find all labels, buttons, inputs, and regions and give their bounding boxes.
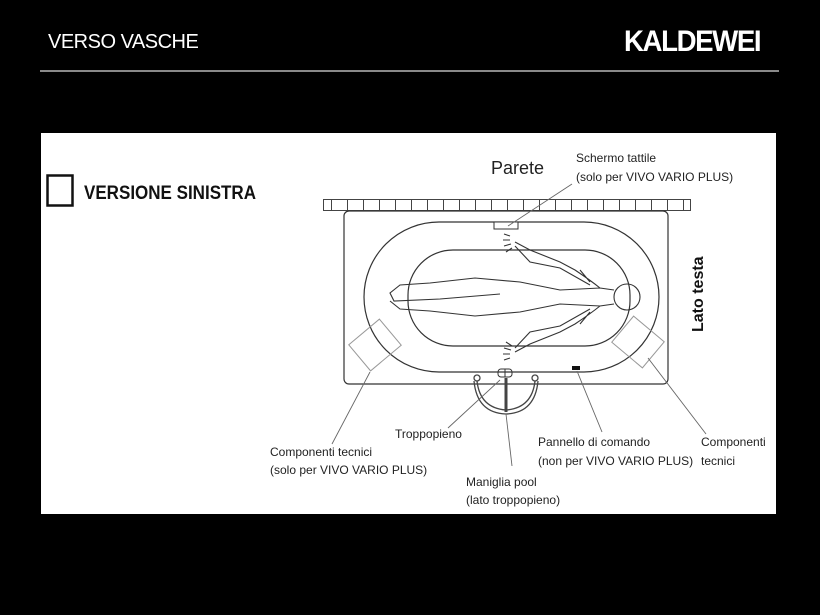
control-panel — [572, 366, 580, 370]
tech-left-label: Componenti tecnici — [270, 445, 373, 459]
touch-screen-label: Schermo tattile — [576, 151, 657, 165]
handle-label: Maniglia pool — [466, 475, 537, 489]
handle-note: (lato troppopieno) — [466, 493, 561, 507]
technical-component-right — [612, 316, 664, 368]
leader-lines — [332, 184, 706, 466]
pool-handle — [474, 375, 538, 414]
touch-screen — [494, 222, 518, 229]
overflow-label: Troppopieno — [395, 427, 462, 441]
checkbox-icon — [48, 176, 73, 206]
version-heading: VERSIONE SINISTRA — [84, 183, 257, 204]
control-panel-note: (non per VIVO VARIO PLUS) — [538, 454, 694, 468]
technical-component-left — [349, 319, 401, 371]
wall-tiles — [324, 200, 691, 211]
kaldewei-logo: KALDEWEI — [624, 25, 761, 58]
tech-left-note: (solo per VIVO VARIO PLUS) — [270, 463, 428, 477]
bathtub-diagram — [41, 133, 776, 514]
head-side-label: Lato testa — [690, 256, 707, 332]
overflow — [498, 369, 512, 377]
tech-right-label: Componenti — [701, 435, 766, 449]
slide-title: VERSO VASCHE — [48, 31, 199, 53]
header-divider — [40, 70, 779, 72]
wall-label: Parete — [491, 158, 545, 178]
tech-right-note: tecnici — [701, 454, 736, 468]
touch-screen-note: (solo per VIVO VARIO PLUS) — [576, 170, 734, 184]
control-panel-label: Pannello di comando — [538, 435, 651, 449]
